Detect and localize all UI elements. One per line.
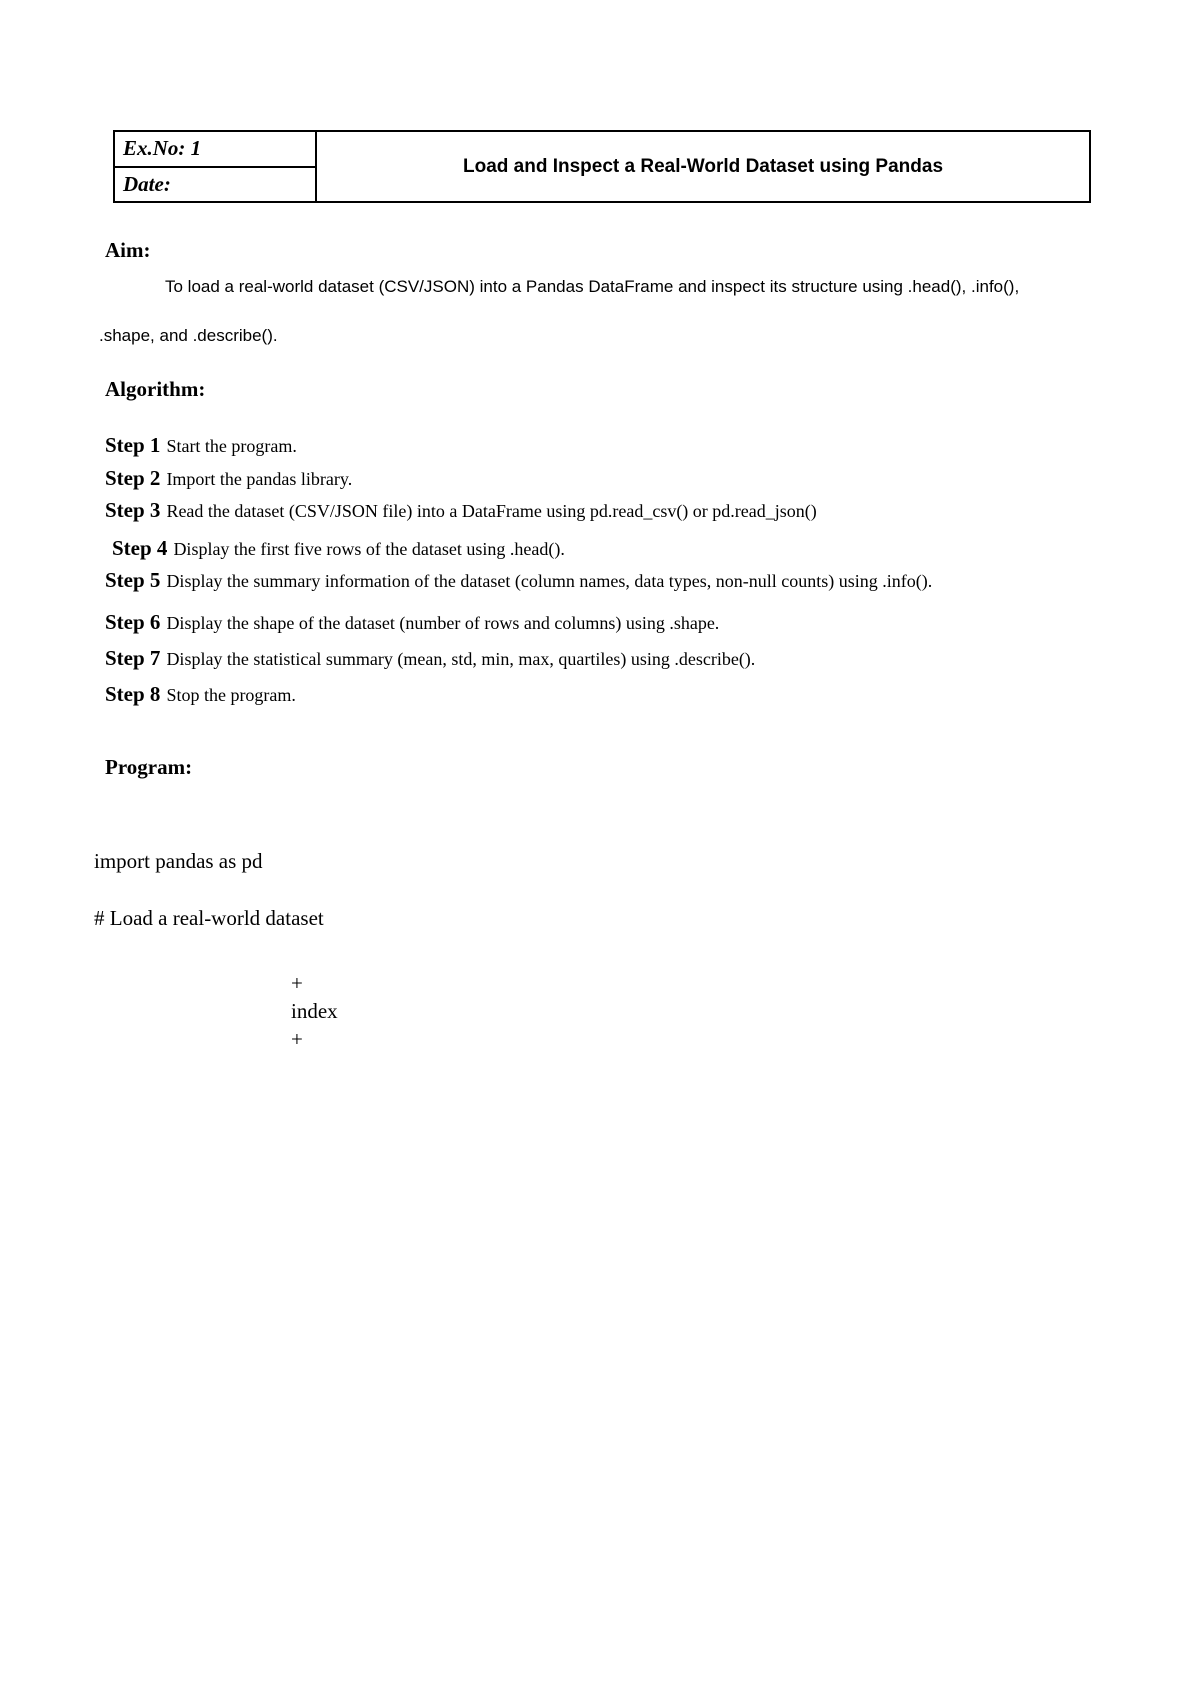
algorithm-step: [105, 466, 352, 491]
exercise-date: Date:: [114, 167, 316, 203]
exercise-number: Ex.No: 1: [114, 131, 316, 167]
algorithm-step: [105, 610, 719, 635]
step-label: Step 7: [105, 646, 161, 670]
code-comment-line: # Load a real-world dataset: [94, 906, 324, 930]
step-label: Step 8: [105, 682, 161, 706]
step-text: Display the shape of the dataset (number of rows and columns) using .shape.: [166, 613, 720, 633]
exercise-header-table: [113, 130, 1091, 203]
step-text: Read the dataset (CSV/JSON file) into a DataFrame using pd.read_csv() or pd.read_json(): [166, 501, 817, 521]
step-text: Display the summary information of the dataset (column names, data types, non-null counts) using .info().: [166, 571, 933, 591]
step-text: Start the program.: [166, 436, 297, 456]
code-plus-bottom: +: [291, 1027, 303, 1051]
step-label: Step 3: [105, 498, 161, 522]
step-text: Import the pandas library.: [166, 469, 353, 489]
step-text: Display the first five rows of the dataset using .head().: [173, 539, 565, 559]
code-plus-top: +: [291, 971, 303, 995]
aim-heading: Aim:: [105, 238, 151, 262]
algorithm-heading: Algorithm:: [105, 377, 206, 401]
code-import-line: import pandas as pd: [94, 849, 263, 873]
algorithm-step: [105, 498, 817, 523]
algorithm-step: [105, 568, 932, 593]
algorithm-step: [105, 682, 296, 707]
step-label: Step 6: [105, 610, 161, 634]
code-index-line: index: [291, 999, 338, 1023]
exercise-title: Load and Inspect a Real-World Dataset using Pandas: [316, 131, 1090, 202]
aim-text-line-2: .shape, and .describe().: [99, 326, 278, 345]
step-label: Step 2: [105, 466, 161, 490]
algorithm-step: [105, 433, 297, 458]
step-label: Step 1: [105, 433, 161, 457]
step-label: Step 5: [105, 568, 161, 592]
step-text: Display the statistical summary (mean, std, min, max, quartiles) using .describe().: [166, 649, 756, 669]
algorithm-step: [112, 536, 565, 561]
aim-text-line-1: To load a real-world dataset (CSV/JSON) into a Pandas DataFrame and inspect its structure using .head(), .info(),: [165, 277, 1020, 296]
step-label: Step 4: [112, 536, 168, 560]
algorithm-step: [105, 646, 755, 671]
program-heading: Program:: [105, 755, 193, 779]
step-text: Stop the program.: [166, 685, 296, 705]
